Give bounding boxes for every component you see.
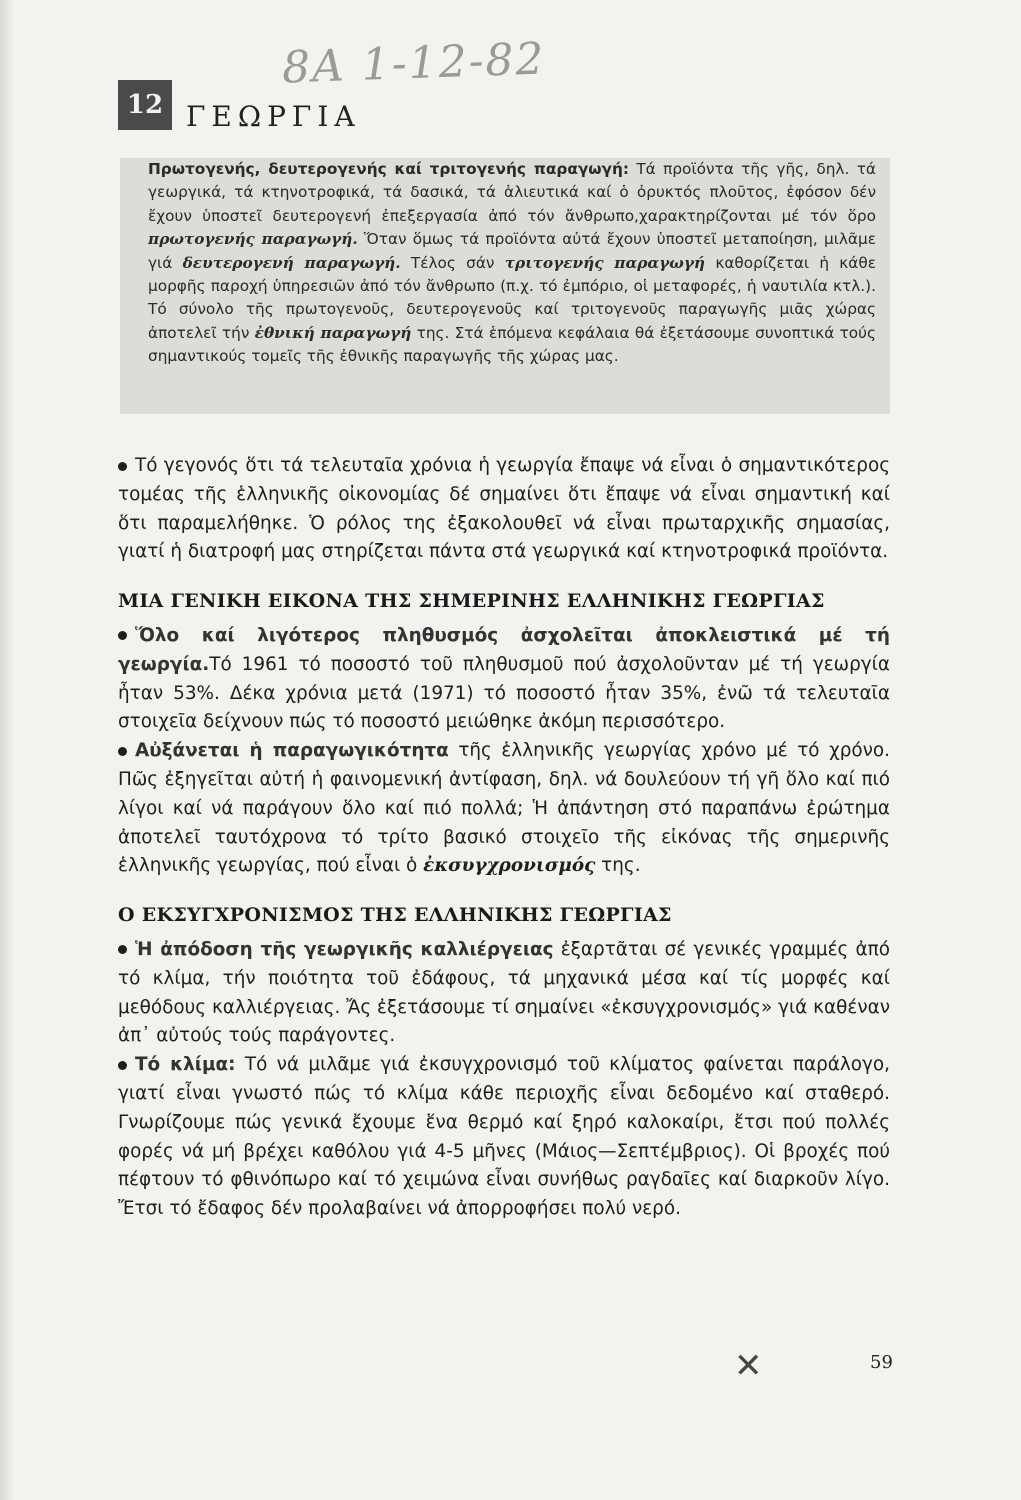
term-modernization: ἐκσυγχρονισμός xyxy=(423,855,596,877)
intro-text-1: Τά προϊόντα τῆς γῆς, δηλ. τά γεωργικά, τά κτηνοτροφικά, τά δασικά, τά ἁλιευτικά καί ὁ ὀρυκτός πλοῦτος, ἐφόσον δέν ἔχουν ὑποστεῖ δευτερογενή ἐπεξεργασία ἀπό τόν ἄνθρωπο,χαρακτηρίζονται μέ τόν ὅρο xyxy=(148,160,876,225)
population-text: Τό 1961 τό ποσοστό τοῦ πληθυσμοῦ πού ἀσχολοῦνταν μέ τή γεωργία ἦταν 53%. Δέκα χρόνια μετά (1971) τό ποσοστό ἦταν 35%, ἐνῶ τά τελευταῖα στοιχεῖα δείχνουν πώς τό ποσοστό μειώθηκε ἀκόμη περισσότερο. xyxy=(118,653,890,733)
bullet-icon xyxy=(118,462,127,471)
productivity-end: της. xyxy=(595,855,641,877)
chapter-title: ΓΕΩΡΓΙΑ xyxy=(186,100,361,133)
term-tertiary-production: τριτογενής παραγωγή xyxy=(504,253,706,272)
paragraph-climate xyxy=(118,1051,890,1224)
chapter-number-badge: 12 xyxy=(118,80,172,130)
term-secondary-production: δευτερογενή παραγωγή. xyxy=(182,253,401,272)
handwritten-note: 8A 1-12-82 xyxy=(281,33,547,94)
paragraph-productivity xyxy=(118,737,890,881)
yield-emphasis: Ἡ ἀπόδοση τῆς γεωργικῆς καλλιέργειας xyxy=(135,938,554,960)
paragraph-yield xyxy=(118,936,890,1051)
term-primary-production: πρωτογενής παραγωγή. xyxy=(148,230,358,249)
intro-text-4: καθορίζεται ἡ κάθε μορφῆς παροχή ὑπηρεσιῶν ἀπό τόν ἄνθρωπο (π.χ. τό ἐμπόριο, οἱ μεταφορές, ἡ ναυτιλία κτλ.). Τό σύνολο τῆς πρωτογενοῦς, δευτερογενοῦς καί τριτογενοῦς παραγωγῆς μιᾶς χώρας ἀποτελεῖ τήν xyxy=(148,253,876,342)
bullet-icon xyxy=(118,631,127,640)
intro-text-3: Τέλος σάν xyxy=(400,253,505,272)
climate-text: Τό νά μιλᾶμε γιά ἐκσυγχρονισμό τοῦ κλίματος φαίνεται παράλογο, γιατί εἶναι γνωστό πώς τό κλίμα κάθε περιοχῆς εἶναι δεδομένο καί σταθερό. Γνωρίζουμε πώς γενικά ἔχουμε ἕνα θερμό καί ξηρό καλοκαίρι, ἔτσι πού πολλές φορές νά μή βρέχει καθόλου γιά 4-5 μῆνες (Μάιος—Σεπτέμβριος). Οἱ βροχές πού πέφτουν τό φθινόπωρο καί τό χειμώνα εἶναι συνήθως ραγδαῖες καί διαρκοῦν λίγο. Ἔτσι τό ἔδαφος δέν προλαβαίνει νά ἀπορροφήσει πολύ νερό. xyxy=(118,1054,890,1220)
page-number: 59 xyxy=(870,1352,893,1373)
page-edge-shadow xyxy=(0,0,14,1500)
term-national-production: ἐθνική παραγωγή xyxy=(254,323,412,342)
paragraph-importance-text: Τό γεγονός ὅτι τά τελευταῖα χρόνια ἡ γεωργία ἔπαψε νά εἶναι ὁ σημαντικότερος τομέας τῆς ἑλληνικῆς οἰκονομίας δέ σημαίνει ὅτι ἔπαψε νά εἶναι σημαντική καί ὅτι παραμελήθηκε. Ὁ ρόλος της ἐξακολουθεῖ νά εἶναι πρωταρχικῆς σημασίας, γιατί ἡ διατροφή μας στηρίζεται πάντα στά γεωργικά καί κτηνοτροφικά προϊόντα. xyxy=(118,455,890,563)
section-heading-overview: ΜΙΑ ΓΕΝΙΚΗ ΕΙΚΟΝΑ ΤΗΣ ΣΗΜΕΡΙΝΗΣ ΕΛΛΗΝΙΚΗΣ ΓΕΩΡΓΙΑΣ xyxy=(118,590,825,613)
pencil-x-mark-icon: ✕ xyxy=(734,1346,763,1386)
main-body xyxy=(118,452,890,1224)
bullet-icon xyxy=(118,1061,127,1070)
intro-text-5: της. Στά ἑπόμενα κεφάλαια θά ἐξετάσουμε συνοπτικά τούς σημαντικούς τομεῖς τῆς ἐθνικῆς παραγωγῆς τῆς χώρας μας. xyxy=(148,323,876,366)
paragraph-population xyxy=(118,622,890,737)
intro-lead-term: Πρωτογενής, δευτερογενής καί τριτογενής παραγωγή: xyxy=(148,160,629,178)
productivity-emphasis: Αὐξάνεται ἡ παραγωγικότητα xyxy=(135,740,449,762)
paragraph-importance xyxy=(118,452,890,567)
bullet-icon xyxy=(118,945,127,954)
bullet-icon xyxy=(118,747,127,756)
section-heading-modernization: Ο ΕΚΣΥΓΧΡΟΝΙΣΜΟΣ ΤΗΣ ΕΛΛΗΝΙΚΗΣ ΓΕΩΡΓΙΑΣ xyxy=(118,904,672,927)
yield-text: ἐξαρτᾶται σέ γενικές γραμμές ἀπό τό κλίμα, τήν ποιότητα τοῦ ἐδάφους, τά μηχανικά μέσα καί τίς μορφές καί μεθόδους καλλιέργειας. Ἄς ἐξετάσουμε τί σημαίνει «ἐκσυγχρονισμός» γιά καθέναν ἀπ᾽ αὐτούς τούς παράγοντες. xyxy=(118,938,890,1047)
climate-emphasis: Τό κλίμα: xyxy=(135,1054,236,1076)
productivity-text: τῆς ἑλληνικῆς γεωργίας χρόνο μέ τό χρόνο. Πῶς ἐξηγεῖται αὐτή ἡ φαινομενική ἀντίφαση, δηλ. νά δουλεύουν τή γῆ ὅλο καί πιό λίγοι καί νά παράγουν ὅλο καί πιό πολλά; Ἡ ἀπάντηση στό παραπάνω ἐρώτημα ἀποτελεῖ ταυτόχρονα τό τρίτο βασικό στοιχεῖο τῆς εἰκόνας τῆς σημερινῆς ἑλληνικῆς γεωργίας, πού εἶναι ὁ xyxy=(118,740,891,877)
intro-paragraph xyxy=(148,158,876,369)
intro-text-2: Ὅταν ὅμως τά προϊόντα αὐτά ἔχουν ὑποστεῖ μεταποίηση, μιλᾶμε γιά xyxy=(148,230,877,272)
population-emphasis: Ὅλο καί λιγότερος πληθυσμός ἀσχολεῖται ἀποκλειστικά μέ τή γεωργία. xyxy=(118,624,890,675)
